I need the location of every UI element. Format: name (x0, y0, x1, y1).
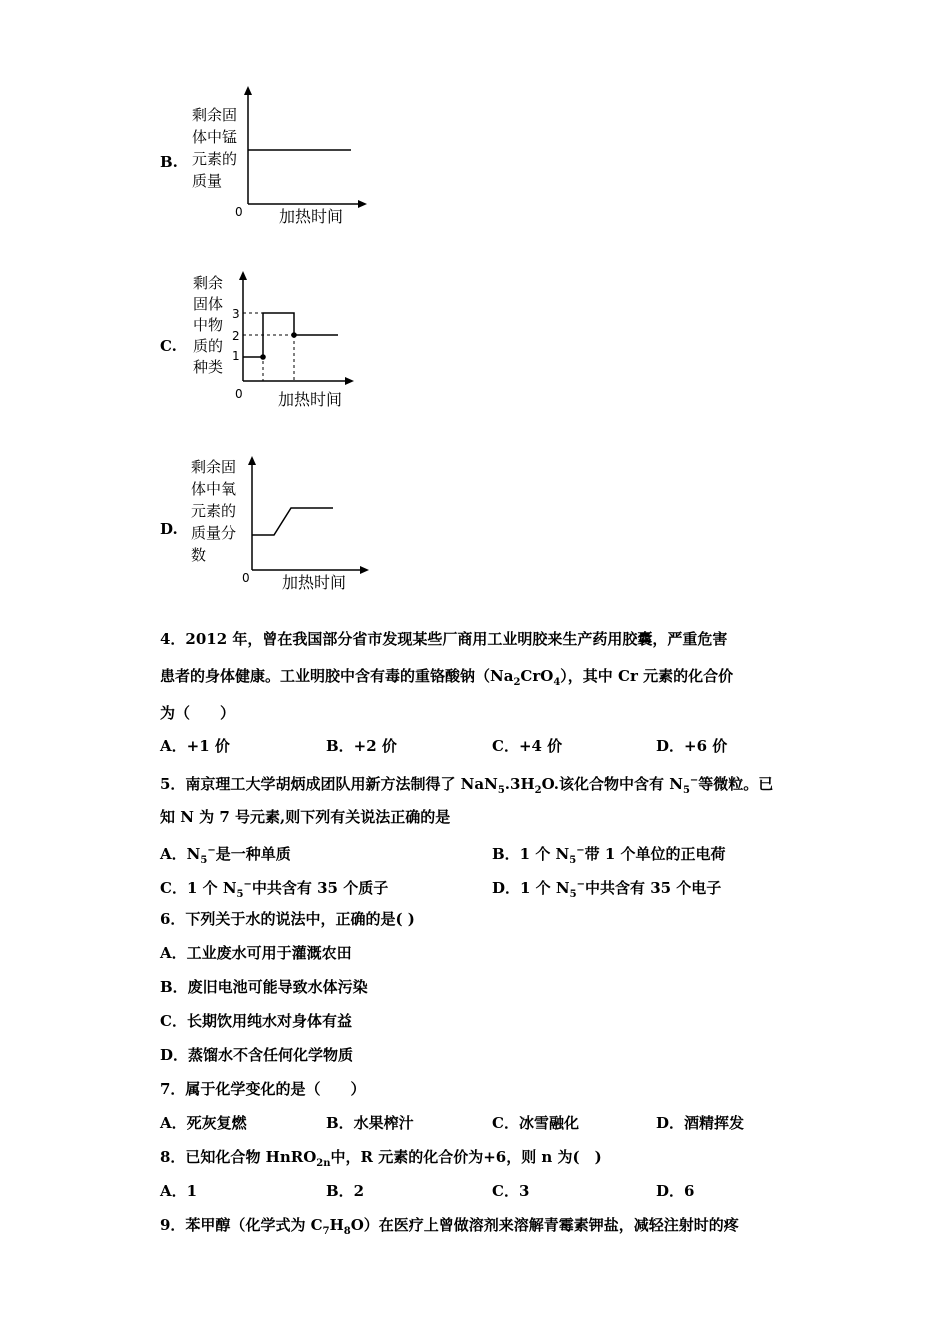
q9-text: O）在医疗上曾做溶剂来溶解青霉素钾盐，减轻注射时的疼 (350, 1216, 739, 1234)
subscript: 5 (236, 889, 244, 900)
subscript: 5 (569, 855, 577, 866)
y-label-line: 体中氧 (191, 480, 237, 498)
y-label-line: 固体 (193, 295, 224, 313)
y-label-line: 剩余固 (192, 106, 238, 124)
q6-option-d: D．蒸馏水不含任何化学物质 (160, 1046, 354, 1064)
q5-line-2: 知 N 为 7 号元素,则下列有关说法正确的是 (160, 808, 451, 826)
q8-option-d: D．6 (656, 1182, 695, 1200)
origin-label: 0 (235, 387, 243, 401)
tick-label: 3 (232, 307, 240, 321)
graph-c (0, 265, 950, 415)
x-axis-label: 加热时间 (282, 573, 347, 592)
y-label-line: 质量 (192, 172, 223, 190)
y-label-line: 种类 (193, 358, 224, 376)
q5-option-text: 是一种单质 (215, 845, 291, 863)
y-label-line: 剩余固 (191, 458, 237, 476)
q4-line-2 (160, 666, 733, 693)
subscript: 5 (682, 785, 690, 796)
q7-option-d: D．酒精挥发 (656, 1114, 745, 1132)
q5-text: 等微粒。已 (698, 775, 774, 793)
q7-option-c: C．冰雪融化 (492, 1114, 579, 1132)
graph-b-plot (185, 80, 385, 230)
q4-text: ），其中 Cr 元素的化合价 (560, 667, 734, 685)
q4-option-a: A．+1 价 (160, 737, 230, 755)
y-label-line: 质量分 (191, 524, 237, 542)
q9-line-1 (160, 1215, 739, 1242)
q6-option-b: B．废旧电池可能导致水体污染 (160, 978, 368, 996)
graph-b (0, 80, 950, 230)
subscript: 2n (316, 1158, 331, 1169)
option-letter-d: D. (160, 520, 178, 538)
q8-option-c: C．3 (492, 1182, 530, 1200)
y-label-line: 元素的 (192, 150, 238, 168)
superscript: − (689, 775, 699, 786)
q6-stem: 6．下列关于水的说法中，正确的是( ) (160, 910, 415, 928)
superscript: − (576, 879, 585, 890)
y-axis-arrow (239, 271, 247, 280)
data-point (260, 354, 266, 360)
q8-stem (160, 1147, 602, 1174)
q6-option-c: C．长期饮用纯水对身体有益 (160, 1012, 352, 1030)
subscript: 2 (513, 677, 521, 688)
q8-option-a: A．1 (160, 1182, 198, 1200)
q7-option-a: A．死灰复燃 (160, 1114, 247, 1132)
y-label-line: 体中锰 (192, 128, 238, 146)
origin-label: 0 (235, 205, 243, 219)
x-axis-arrow (345, 377, 354, 385)
y-label-line: 中物 (193, 316, 224, 334)
y-axis-arrow (244, 86, 252, 95)
q5-option-text: A．N (160, 845, 201, 863)
q5-text: 5．南京理工大学胡炳成团队用新方法制得了 NaN (160, 775, 498, 793)
q6-option-a: A．工业废水可用于灌溉农田 (160, 944, 352, 962)
q5-option-text: 中共含有 35 个电子 (584, 879, 722, 897)
q5-option-b (492, 841, 726, 871)
origin-label: 0 (242, 571, 250, 585)
q5-option-text: 带 1 个单位的正电荷 (584, 845, 726, 863)
subscript: 5 (200, 855, 208, 866)
q8-option-b: B．2 (326, 1182, 365, 1200)
tick-label: 1 (232, 349, 240, 363)
q5-option-text: B．1 个 N (492, 845, 570, 863)
q5-option-text: C．1 个 N (160, 879, 237, 897)
q4-option-b: B．+2 价 (326, 737, 397, 755)
q5-option-d (492, 875, 721, 905)
subscript: 2 (534, 785, 542, 796)
subscript: 8 (343, 1226, 351, 1237)
superscript: − (576, 845, 585, 856)
x-axis-arrow (360, 566, 369, 574)
y-label-line: 质的 (193, 337, 224, 355)
q5-text: O.该化合物中含有 N (541, 775, 683, 793)
subscript: 7 (322, 1226, 330, 1237)
q4-option-d: D．+6 价 (656, 737, 728, 755)
subscript: 5 (497, 785, 505, 796)
y-label-line: 剩余 (193, 274, 224, 292)
x-axis-label: 加热时间 (278, 390, 343, 409)
q4-text: CrO (520, 667, 554, 685)
q7-option-b: B．水果榨汁 (326, 1114, 414, 1132)
data-point (291, 332, 297, 338)
q9-text: 9．苯甲醇（化学式为 C (160, 1216, 323, 1234)
option-letter-c: C. (160, 337, 177, 355)
y-label-line: 数 (191, 546, 207, 564)
y-label-line: 元素的 (191, 502, 237, 520)
q4-line-1: 4．2012 年，曾在我国部分省市发现某些厂商用工业明胶来生产药用胶囊，严重危害 (160, 630, 728, 648)
tick-label: 2 (232, 329, 240, 343)
q5-option-a (160, 841, 291, 871)
option-letter-b: B. (160, 153, 178, 171)
q7-stem: 7．属于化学变化的是（ ） (160, 1080, 366, 1098)
q5-text: .3H (504, 775, 535, 793)
graph-d-plot (185, 448, 385, 598)
subscript: 5 (569, 889, 577, 900)
graph-d (0, 448, 950, 598)
q4-option-c: C．+4 价 (492, 737, 563, 755)
superscript: − (207, 845, 216, 856)
q5-line-1 (160, 771, 773, 801)
graph-c-plot (185, 265, 385, 415)
superscript: − (243, 879, 252, 890)
q5-option-c (160, 875, 388, 905)
q4-text: 患者的身体健康。工业明胶中含有毒的重铬酸钠（Na (160, 667, 514, 685)
q8-text: 中，R 元素的化合价为+6，则 n 为( ) (330, 1148, 602, 1166)
q5-option-text: D．1 个 N (492, 879, 570, 897)
y-axis-arrow (248, 456, 256, 465)
subscript: 4 (553, 677, 561, 688)
q5-option-text: 中共含有 35 个质子 (251, 879, 389, 897)
q8-text: 8．已知化合物 HnRO (160, 1148, 317, 1166)
q4-line-3: 为（ ） (160, 704, 236, 722)
x-axis-arrow (358, 200, 367, 208)
x-axis-label: 加热时间 (279, 207, 344, 226)
data-line (252, 508, 333, 535)
q9-text: H (329, 1216, 344, 1234)
